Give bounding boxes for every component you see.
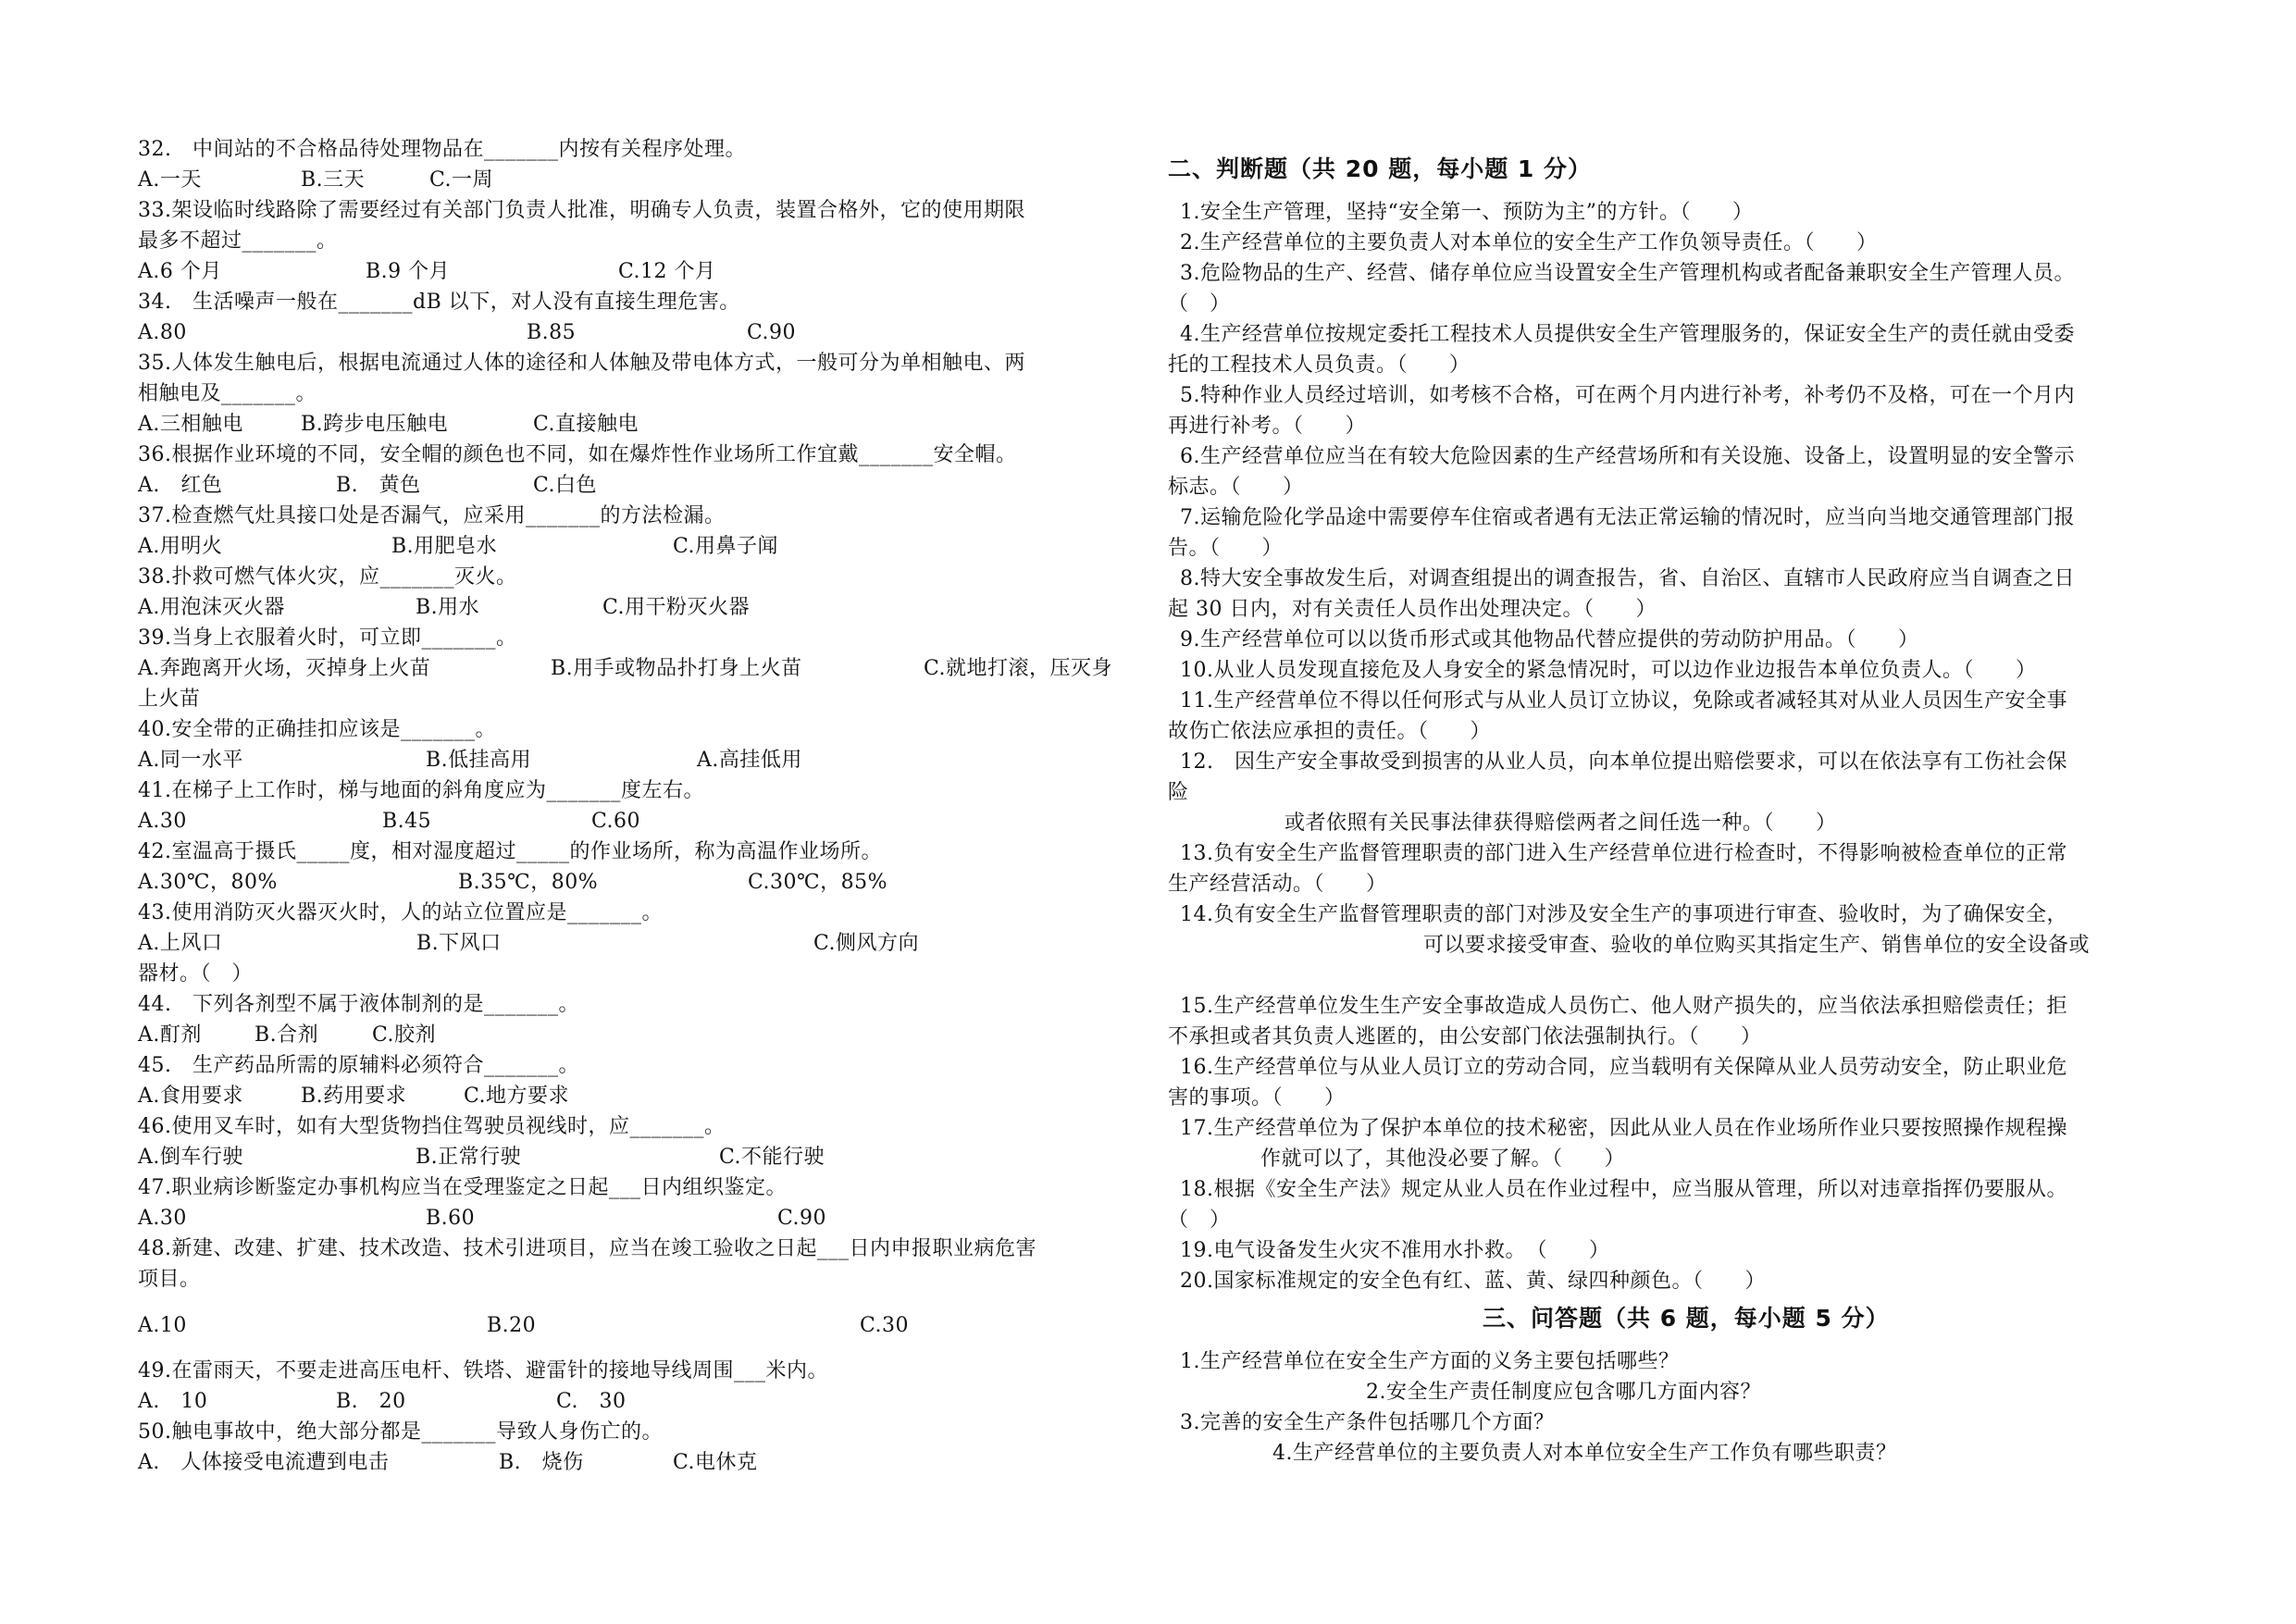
judgment-19: 19.电气设备发生火灾不准用水扑救。 （ ） xyxy=(1180,1239,1610,1262)
option-a: A.奔跑离开火场，灭掉身上火苗 xyxy=(138,657,431,680)
judgment-12-line1: 12. 因生产安全事故受到损害的从业人员，向本单位提出赔偿要求，可以在依法享有工伤社会保 xyxy=(1180,750,2067,774)
judgment-4-line1: 4.生产经营单位按规定委托工程技术人员提供安全生产管理服务的，保证安全生产的责任就由受委 xyxy=(1180,323,2075,346)
question-44-stem: 44. 下列各剂型不属于液体制剂的是_______。 xyxy=(138,993,579,1016)
question-42-stem: 42.室温高于摄氏_____度，相对湿度超过_____的作业场所，称为高温作业场所。 xyxy=(138,840,882,863)
option-c: C.30℃，85% xyxy=(748,871,888,894)
qa-question-4: 4.生产经营单位的主要负责人对本单位安全生产工作负有哪些职责？ xyxy=(1272,1442,1897,1465)
option-b: B.45 xyxy=(382,810,432,833)
judgment-6-line1: 6.生产经营单位应当在有较大危险因素的生产经营场所和有关设施、设备上，设置明显的安全警示 xyxy=(1180,445,2075,468)
question-48-stem-line2: 项目。 xyxy=(138,1268,201,1291)
option-a: A. 10 xyxy=(138,1390,208,1413)
option-b: B.药用要求 xyxy=(301,1085,407,1108)
judgment-8-line2: 起 30 日内，对有关责任人员作出处理决定。（ ） xyxy=(1168,598,1657,621)
option-a: A.上风口 xyxy=(138,932,223,955)
option-c: C.就地打滚，压灭身 xyxy=(924,657,1113,680)
option-a: A.三相触电 xyxy=(138,413,243,436)
option-b: B. 烧伤 xyxy=(499,1451,584,1474)
question-38-stem: 38.扑救可燃气体火灾，应_______灭火。 xyxy=(138,565,517,589)
judgment-9: 9.生产经营单位可以以货币形式或其他物品代替应提供的劳动防护用品。（ ） xyxy=(1180,628,1919,651)
judgment-5-line2: 再进行补考。（ ） xyxy=(1168,415,1367,438)
judgment-17-line2: 作就可以了，其他没必要了解。（ ） xyxy=(1260,1147,1626,1171)
judgment-12-line3: 或者依照有关民事法律获得赔偿两者之间任选一种。（ ） xyxy=(1285,812,1837,835)
judgment-4-line2: 托的工程技术人员负责。（ ） xyxy=(1168,353,1471,377)
judgment-18-line2: （ ） xyxy=(1168,1209,1231,1232)
question-33-stem-line2: 最多不超过_______。 xyxy=(138,229,338,253)
option-a: A.用明火 xyxy=(138,535,223,558)
question-47-stem: 47.职业病诊断鉴定办事机构应当在受理鉴定之日起___日内组织鉴定。 xyxy=(138,1176,787,1199)
question-45-stem: 45. 生产药品所需的原辅料必须符合_______。 xyxy=(138,1054,579,1077)
option-b: B.60 xyxy=(426,1207,476,1230)
judgment-16-line2: 害的事项。（ ） xyxy=(1168,1086,1346,1110)
question-33-stem-line1: 33.架设临时线路除了需要经过有关部门负责人批准，明确专人负责，装置合格外，它的使用期限 xyxy=(138,199,1025,222)
option-a: A.用泡沫灭火器 xyxy=(138,596,285,619)
judgment-10: 10.从业人员发现直接危及人身安全的紧急情况时，可以边作业边报告本单位负责人。（ ） xyxy=(1180,659,2037,682)
judgment-14-line1: 14.负有安全生产监督管理职责的部门对涉及安全生产的事项进行审查、验收时，为了确保安全， xyxy=(1180,903,2067,926)
question-41-stem: 41.在梯子上工作时，梯与地面的斜角度应为_______度左右。 xyxy=(138,779,704,802)
judgment-17-line1: 17.生产经营单位为了保护本单位的技术秘密，因此从业人员在作业场所作业只要按照操作规程操 xyxy=(1180,1117,2067,1140)
judgment-14-line2: 可以要求接受审查、验收的单位购买其指定生产、销售单位的安全设备或 xyxy=(1423,934,2091,957)
option-c: C.电休克 xyxy=(673,1451,758,1474)
judgment-5-line1: 5.特种作业人员经过培训，如考核不合格，可在两个月内进行补考，补考仍不及格，可在一个月内 xyxy=(1180,384,2075,407)
option-a: A. 红色 xyxy=(138,474,223,497)
question-37-stem: 37.检查燃气灶具接口处是否漏气，应采用_______的方法检漏。 xyxy=(138,504,726,527)
option-b: B.用手或物品扑打身上火苗 xyxy=(551,657,802,680)
option-c: A.高挂低用 xyxy=(697,749,802,772)
option-c: C.直接触电 xyxy=(533,413,639,436)
option-b: B.20 xyxy=(487,1314,537,1337)
question-39-option-c-continued: 上火苗 xyxy=(138,688,201,711)
judgment-2: 2.生产经营单位的主要负责人对本单位的安全生产工作负领导责任。（ ） xyxy=(1180,231,1878,254)
judgment-20: 20.国家标准规定的安全色有红、蓝、黄、绿四种颜色。（ ） xyxy=(1180,1270,1766,1293)
question-14-overflow-text: 器材。（ ） xyxy=(138,962,254,986)
option-c: C.不能行驶 xyxy=(719,1146,825,1169)
option-a: A.30 xyxy=(138,1207,187,1230)
question-36-stem: 36.根据作业环境的不同，安全帽的颜色也不同，如在爆炸性作业场所工作宜戴_______安全帽。 xyxy=(138,443,1017,466)
option-c: C.90 xyxy=(777,1207,827,1230)
option-c: C.60 xyxy=(591,810,641,833)
option-a: A.80 xyxy=(138,321,187,344)
option-a: A.食用要求 xyxy=(138,1085,243,1108)
question-35-stem-line2: 相触电及_______。 xyxy=(138,382,317,405)
option-b: B.用肥皂水 xyxy=(391,535,498,558)
option-c: C. 30 xyxy=(556,1390,627,1413)
judgment-7-line2: 告。（ ） xyxy=(1168,537,1284,560)
option-b: B.跨步电压触电 xyxy=(301,413,449,436)
question-49-stem: 49.在雷雨天，不要走进高压电杆、铁塔、避雷针的接地导线周围___米内。 xyxy=(138,1359,828,1382)
judgment-15-line2: 不承担或者其负责人逃匿的，由公安部门依法强制执行。（ ） xyxy=(1168,1025,1762,1048)
option-a: A.同一水平 xyxy=(138,749,243,772)
question-50-stem: 50.触电事故中，绝大部分都是_______导致人身伤亡的。 xyxy=(138,1420,663,1444)
judgment-12-line2: 险 xyxy=(1168,781,1189,804)
judgment-16-line1: 16.生产经营单位与从业人员订立的劳动合同，应当载明有关保障从业人员劳动安全，防止职业危 xyxy=(1180,1056,2067,1079)
option-b: B.合剂 xyxy=(254,1023,319,1047)
option-c: C.12 个月 xyxy=(618,260,716,283)
question-35-stem-line1: 35.人体发生触电后，根据电流通过人体的途径和人体触及带电体方式，一般可分为单相触电、两 xyxy=(138,352,1025,375)
option-c: C.用鼻子闻 xyxy=(673,535,779,558)
option-b: B.9 个月 xyxy=(366,260,451,283)
judgment-3-line1: 3.危险物品的生产、经营、储存单位应当设置安全生产管理机构或者配备兼职安全生产管理人员。 xyxy=(1180,262,2075,285)
qa-question-1: 1.生产经营单位在安全生产方面的义务主要包括哪些？ xyxy=(1180,1350,1680,1373)
option-b: B.35℃，80% xyxy=(458,871,599,894)
judgment-13-line1: 13.负有安全生产监督管理职责的部门进入生产经营单位进行检查时，不得影响被检查单位的正常 xyxy=(1180,842,2067,865)
question-34-stem: 34. 生活噪声一般在_______dB 以下，对人没有直接生理危害。 xyxy=(138,291,740,314)
option-c: C.一周 xyxy=(429,168,494,192)
option-c: C.侧风方向 xyxy=(813,932,920,955)
judgment-8-line1: 8.特大安全事故发生后，对调查组提出的调查报告，省、自治区、直辖市人民政府应当自调查之日 xyxy=(1180,567,2075,590)
judgment-6-line2: 标志。（ ） xyxy=(1168,476,1304,499)
question-39-stem: 39.当身上衣服着火时，可立即_______。 xyxy=(138,626,517,650)
option-b: B.85 xyxy=(527,321,577,344)
section-2-title: 二、判断题（共 20 题，每小题 1 分） xyxy=(1168,155,1593,182)
judgment-11-line1: 11.生产经营单位不得以任何形式与从业人员订立协议，免除或者减轻其对从业人员因生产安全事 xyxy=(1180,689,2067,713)
judgment-1: 1.安全生产管理，坚持“安全第一、预防为主”的方针。（ ） xyxy=(1180,201,1754,224)
qa-question-2: 2.安全生产责任制度应包含哪几方面内容？ xyxy=(1366,1381,1761,1404)
option-a: A.倒车行驶 xyxy=(138,1146,243,1169)
judgment-18-line1: 18.根据《安全生产法》规定从业人员在作业过程中，应当服从管理，所以对违章指挥仍要服从。 xyxy=(1180,1178,2067,1201)
judgment-15-line1: 15.生产经营单位发生生产安全事故造成人员伤亡、他人财产损失的，应当依法承担赔偿责任；拒 xyxy=(1180,995,2067,1018)
option-c: C.用干粉灭火器 xyxy=(602,596,751,619)
option-a: A.10 xyxy=(138,1314,187,1337)
qa-question-3: 3.完善的安全生产条件包括哪几个方面？ xyxy=(1180,1411,1555,1434)
option-b: B.低挂高用 xyxy=(426,749,532,772)
option-a: A.一天 xyxy=(138,168,202,192)
option-b: B.用水 xyxy=(416,596,480,619)
option-c: C.90 xyxy=(747,321,797,344)
question-32-stem: 32. 中间站的不合格品待处理物品在_______内按有关程序处理。 xyxy=(138,138,746,161)
question-46-stem: 46.使用叉车时，如有大型货物挡住驾驶员视线时，应_______。 xyxy=(138,1115,726,1138)
option-a: A.酊剂 xyxy=(138,1023,202,1047)
option-b: B.三天 xyxy=(301,168,366,192)
question-43-stem: 43.使用消防灭火器灭火时，人的站立位置应是_______。 xyxy=(138,901,663,924)
judgment-7-line1: 7.运输危险化学品途中需要停车住宿或者遇有无法正常运输的情况时，应当向当地交通管理部门报 xyxy=(1180,506,2075,529)
question-40-stem: 40.安全带的正确挂扣应该是_______。 xyxy=(138,718,496,741)
option-c: C.地方要求 xyxy=(464,1085,570,1108)
question-48-stem-line1: 48.新建、改建、扩建、技术改造、技术引进项目，应当在竣工验收之日起___日内申报职业病危害 xyxy=(138,1237,1036,1260)
option-c: C.白色 xyxy=(533,474,598,497)
option-c: C.胶剂 xyxy=(372,1023,437,1047)
judgment-3-line2: （ ） xyxy=(1168,292,1231,316)
option-b: B.下风口 xyxy=(416,932,502,955)
option-a: A. 人体接受电流遭到电击 xyxy=(138,1451,390,1474)
option-a: A.30 xyxy=(138,810,187,833)
option-b: B. 20 xyxy=(336,1390,406,1413)
judgment-11-line2: 故伤亡依法应承担的责任。（ ） xyxy=(1168,720,1492,743)
option-a: A.6 个月 xyxy=(138,260,222,283)
option-c: C.30 xyxy=(860,1314,910,1337)
option-a: A.30℃，80% xyxy=(138,871,278,894)
option-b: B. 黄色 xyxy=(336,474,421,497)
judgment-13-line2: 生产经营活动。（ ） xyxy=(1168,873,1387,896)
section-3-title: 三、问答题（共 6 题，每小题 5 分） xyxy=(1483,1305,1890,1332)
option-b: B.正常行驶 xyxy=(416,1146,522,1169)
